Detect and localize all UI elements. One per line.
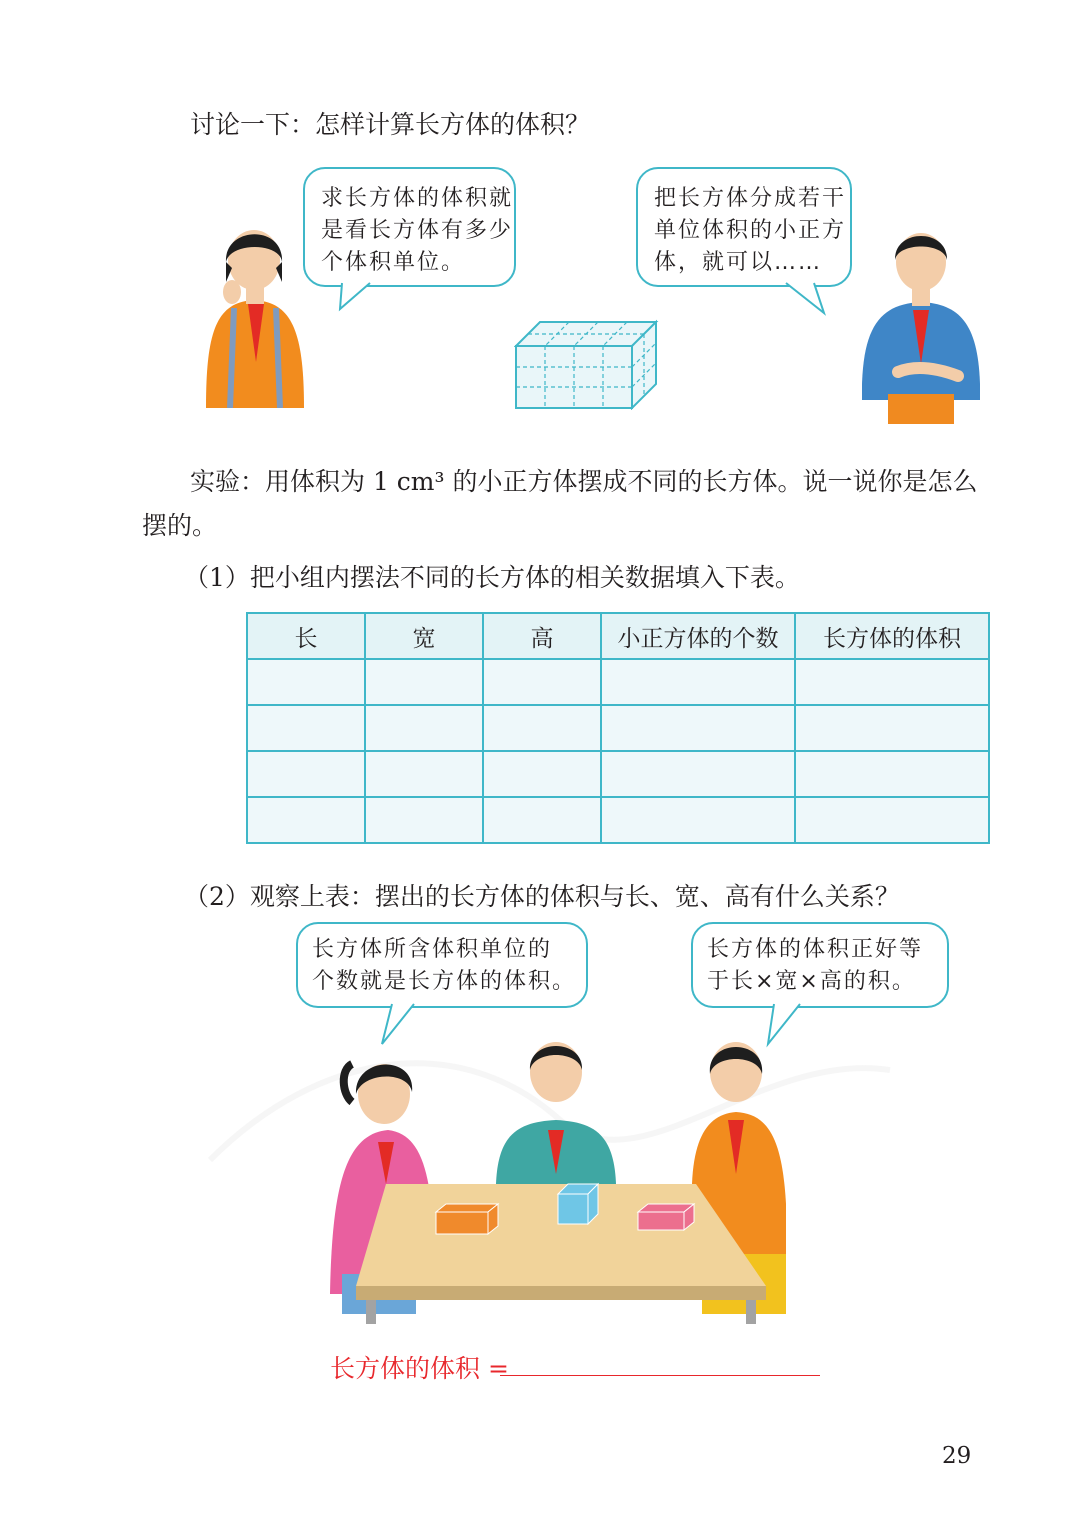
students-table-illustration (326, 1034, 806, 1324)
bubble-line: 体，就可以…… (654, 250, 823, 275)
table-row (247, 705, 989, 751)
table-cell[interactable] (795, 751, 989, 797)
speech-bubble-bottom-right (691, 922, 949, 1008)
table-cell[interactable] (601, 797, 795, 843)
step-2-instruction: （2）观察上表：摆出的长方体的体积与长、宽、高有什么关系？ (184, 882, 900, 911)
header-length: 长 (247, 613, 365, 659)
table-cell[interactable] (795, 705, 989, 751)
bubble-tail-boy (784, 283, 828, 317)
table-cell[interactable] (795, 797, 989, 843)
table-cell[interactable] (247, 659, 365, 705)
header-cube-count: 小正方体的个数 (601, 613, 795, 659)
table-cell[interactable] (365, 751, 483, 797)
table-row (247, 797, 989, 843)
bubble-line: 单位体积的小正方 (654, 218, 847, 243)
girl-illustration (196, 212, 312, 408)
table-cell[interactable] (247, 751, 365, 797)
table-cell[interactable] (247, 797, 365, 843)
page-number: 29 (942, 1443, 972, 1469)
table-cell[interactable] (365, 705, 483, 751)
bubble-line: 求长方体的体积就 (321, 186, 514, 211)
bubble-line: 是看长方体有多少 (321, 218, 514, 243)
table-cell[interactable] (601, 659, 795, 705)
bubble-line: 长方体的体积正好等 (707, 937, 924, 962)
experiment-line-1: 实验：用体积为 1 cm³ 的小正方体摆成不同的长方体。说一说你是怎么 (190, 467, 978, 496)
step-1-instruction: （1）把小组内摆法不同的长方体的相关数据填入下表。 (184, 563, 800, 592)
experiment-line-2: 摆的。 (142, 511, 218, 540)
table-cell[interactable] (795, 659, 989, 705)
table-cell[interactable] (247, 705, 365, 751)
table-header-row (247, 613, 989, 659)
cuboid-illustration (514, 318, 660, 410)
table-cell[interactable] (483, 797, 601, 843)
header-volume: 长方体的体积 (795, 613, 989, 659)
table-cell[interactable] (365, 797, 483, 843)
header-width: 宽 (365, 613, 483, 659)
bubble-line: 于长×宽×高的积。 (707, 969, 916, 994)
table-cell[interactable] (483, 705, 601, 751)
bubble-line: 个数就是长方体的体积。 (312, 969, 577, 994)
table-cell[interactable] (483, 751, 601, 797)
table-cell[interactable] (601, 705, 795, 751)
table-cell[interactable] (601, 751, 795, 797)
speech-bubble-girl (303, 167, 516, 287)
bubble-line: 个体积单位。 (321, 250, 466, 275)
boy-illustration (858, 224, 984, 424)
discussion-title: 讨论一下：怎样计算长方体的体积？ (190, 110, 591, 139)
bubble-tail-girl (338, 283, 378, 313)
speech-bubble-boy (636, 167, 852, 287)
header-height: 高 (483, 613, 601, 659)
bubble-line: 长方体所含体积单位的 (312, 937, 553, 962)
speech-bubble-bottom-left (296, 922, 588, 1008)
table-row (247, 659, 989, 705)
formula-answer-blank[interactable] (500, 1375, 820, 1376)
bubble-line: 把长方体分成若干 (654, 186, 847, 211)
formula-label: 长方体的体积 = (330, 1354, 509, 1383)
data-table (246, 612, 990, 844)
table-cell[interactable] (365, 659, 483, 705)
table-row (247, 751, 989, 797)
table-cell[interactable] (483, 659, 601, 705)
